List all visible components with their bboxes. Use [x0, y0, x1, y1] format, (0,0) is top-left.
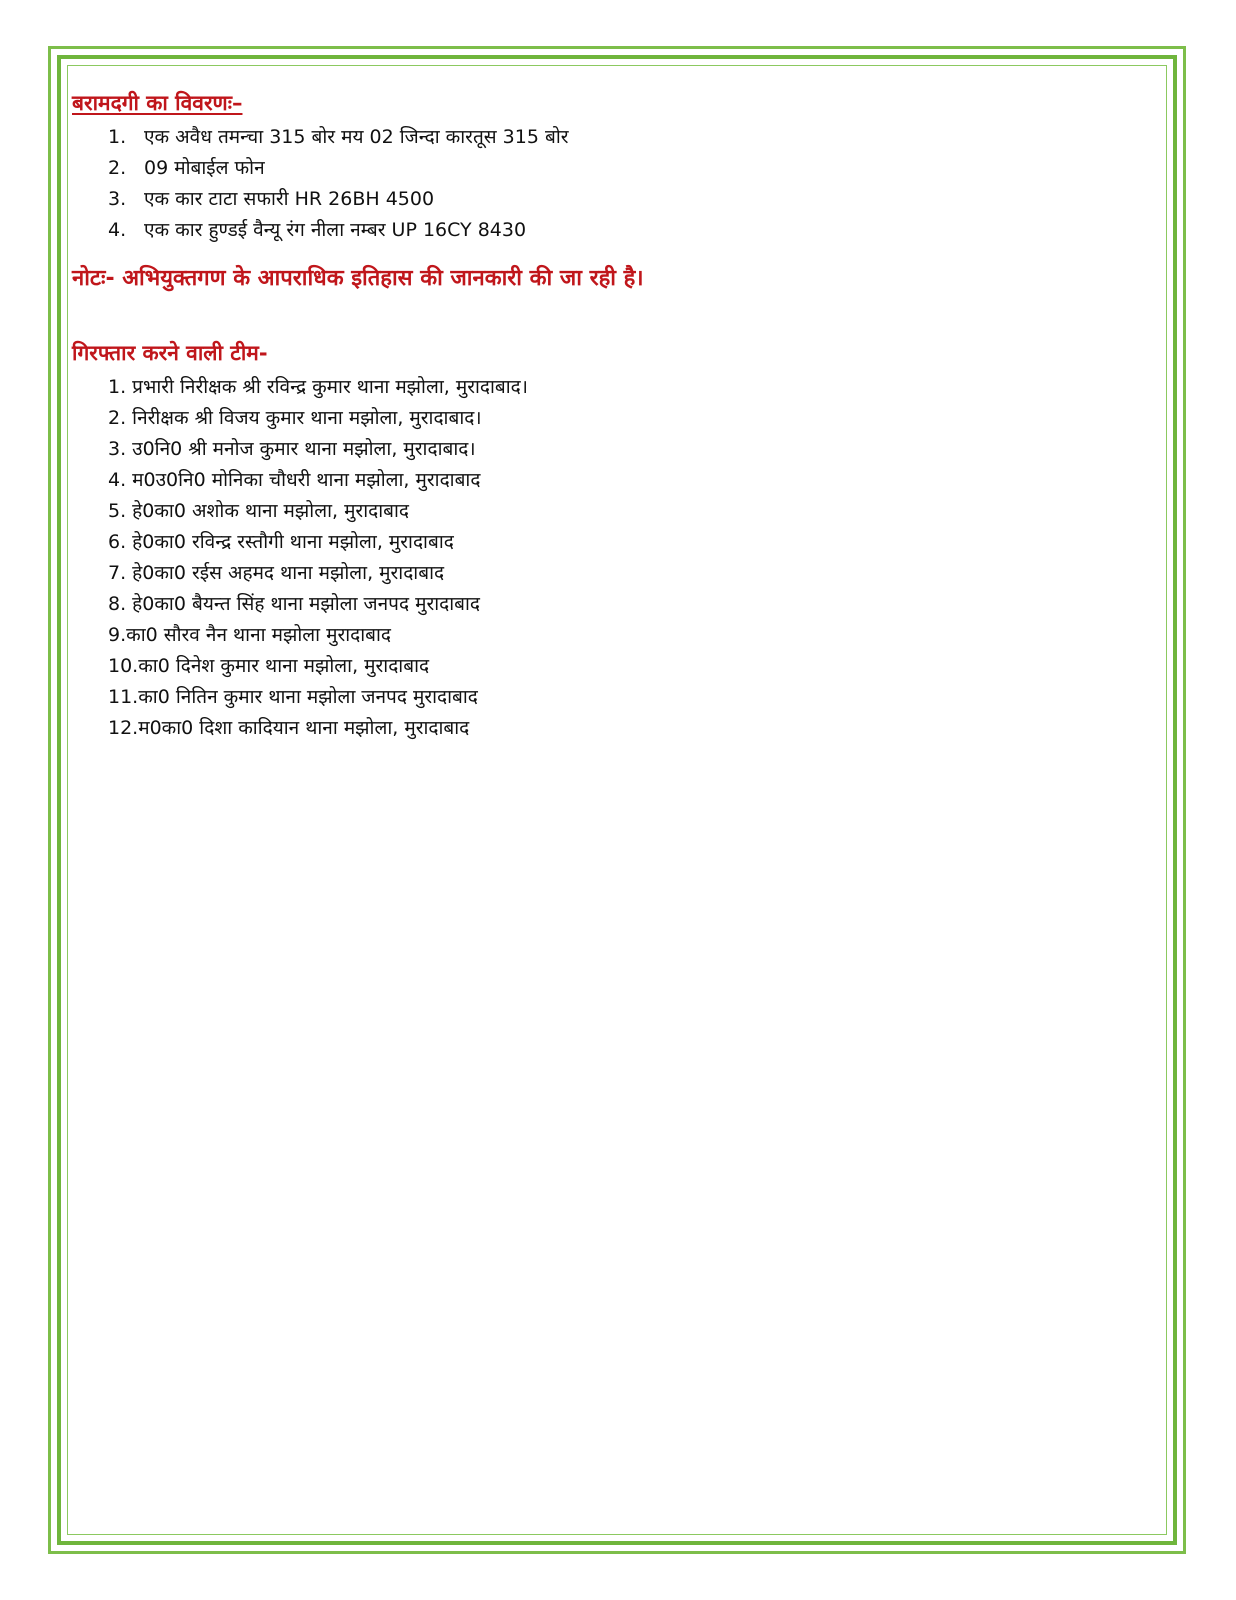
list-item [72, 215, 1152, 246]
team-member: 12.म0का0 दिशा कादियान थाना मझोला, मुरादाबाद [108, 717, 470, 739]
recovery-heading: बरामदगी का विवरणः– [72, 91, 243, 115]
document-body [72, 88, 1152, 744]
team-member: 7. हे0का0 रईस अहमद थाना मझोला, मुरादाबाद [108, 562, 445, 584]
team-member: 5. हे0का0 अशोक थाना मझोला, मुरादाबाद [108, 500, 409, 522]
team-member: 4. म0उ0नि0 मोनिका चौधरी थाना मझोला, मुरादाबाद [108, 469, 481, 491]
list-item-number: 4. [108, 219, 127, 241]
team-member: 1. प्रभारी निरीक्षक श्री रविन्द्र कुमार थाना मझोला, मुरादाबाद। [108, 376, 528, 398]
list-item [72, 122, 1152, 153]
team-member: 10.का0 दिनेश कुमार थाना मझोला, मुरादाबाद [108, 655, 430, 677]
list-item-text: एक कार हुण्डई वैन्यू रंग नीला नम्बर UP 16CY 8430 [144, 219, 527, 241]
team-member: 2. निरीक्षक श्री विजय कुमार थाना मझोला, मुरादाबाद। [108, 407, 482, 429]
note-text: नोटः- अभियुक्तगण के आपराधिक इतिहास की जानकारी की जा रही है। [72, 266, 644, 291]
team-member: 3. उ0नि0 श्री मनोज कुमार थाना मझोला, मुरादाबाद। [108, 438, 476, 460]
list-item-text: एक अवैध तमन्चा 315 बोर मय 02 जिन्दा कारतूस 315 बोर [144, 126, 569, 148]
list-item-number: 3. [108, 188, 127, 210]
list-item-number: 1. [108, 126, 127, 148]
list-item-text: 09 मोबाईल फोन [144, 157, 265, 179]
recovery-list [72, 122, 1152, 246]
list-item [72, 153, 1152, 184]
team-member: 6. हे0का0 रविन्द्र रस्तौगी थाना मझोला, मुरादाबाद [108, 531, 454, 553]
team-member: 9.का0 सौरव नैन थाना मझोला मुरादाबाद [108, 624, 392, 646]
list-item-text: एक कार टाटा सफारी HR 26BH 4500 [144, 188, 435, 210]
list-item [72, 184, 1152, 215]
team-list [72, 372, 1152, 744]
list-item-number: 2. [108, 157, 127, 179]
team-member: 11.का0 नितिन कुमार थाना मझोला जनपद मुरादाबाद [108, 686, 478, 708]
team-member: 8. हे0का0 बैयन्त सिंह थाना मझोला जनपद मुरादाबाद [108, 593, 481, 615]
team-heading: गिरफ्तार करने वाली टीम- [72, 341, 268, 365]
